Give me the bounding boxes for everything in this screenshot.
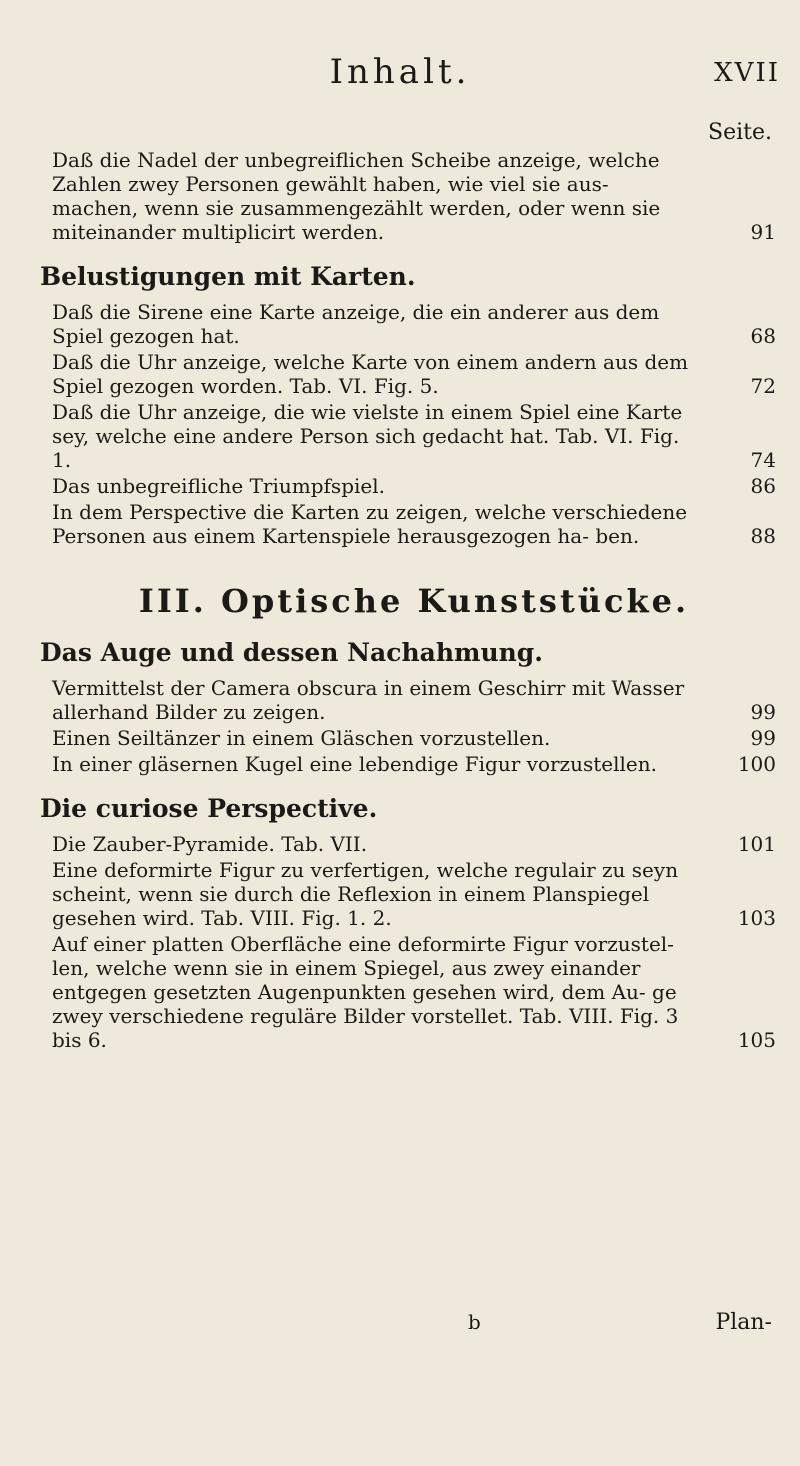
entry-page: 99: [750, 726, 776, 750]
section-heading: Die curiose Perspective.: [40, 794, 378, 823]
toc-entry: [52, 400, 776, 472]
toc-entry: [52, 858, 776, 930]
entry-text: In einer gläsernen Kugel eine lebendige Figur vorzustellen.: [52, 752, 657, 776]
running-title: Inhalt.: [329, 52, 471, 92]
toc-entry: [52, 676, 776, 724]
toc-entry: [52, 832, 776, 856]
part-heading: III. Optische Kunststücke.: [138, 582, 690, 620]
entry-text: Eine deformirte Figur zu verfertigen, welche regulair zu seyn scheint, wenn sie durch die Reflexion in einem Planspiegel gesehen wird. Tab. VIII. Fig. 1. 2.: [52, 858, 679, 930]
entry-text: Daß die Sirene eine Karte anzeige, die ein anderer aus dem Spiel gezogen hat.: [52, 300, 660, 348]
entry-page: 86: [750, 474, 776, 498]
entry-text: Auf einer platten Oberfläche eine deformirte Figur vorzustel- len, welche wenn sie in einem Spiegel, aus zwey einander entgegen gesetzten Augenpunkten gesehen wird, dem Au- ge zwey verschiedene reguläre Bilder vorstellet. Tab. VIII. Fig. 3 bis 6.: [52, 932, 679, 1052]
toc-content: [40, 148, 776, 1054]
section-heading: Das Auge und dessen Nachahmung.: [40, 638, 543, 667]
entry-text: Daß die Uhr anzeige, welche Karte von einem andern aus dem Spiel gezogen worden. Tab. VI. Fig. 5.: [52, 350, 689, 398]
section-heading: Belustigungen mit Karten.: [40, 262, 416, 291]
signature-mark: b: [468, 1310, 481, 1334]
entry-text: In dem Perspective die Karten zu zeigen, welche verschiedene Personen aus einem Kartenspiele herausgezogen ha- ben.: [52, 500, 688, 548]
catchword: Plan-: [715, 1310, 772, 1335]
toc-entry: [52, 752, 776, 776]
toc-entry: [52, 474, 776, 498]
entry-page: 105: [737, 1028, 776, 1052]
entry-page: 72: [750, 374, 776, 398]
entry-page: 88: [750, 524, 776, 548]
entry-page: 103: [737, 906, 776, 930]
toc-entry: [52, 500, 776, 548]
entry-page: 99: [750, 700, 776, 724]
toc-entry: [52, 350, 776, 398]
toc-entry: [52, 148, 776, 244]
entry-text: Daß die Uhr anzeige, die wie vielste in einem Spiel eine Karte sey, welche eine andere Person sich gedacht hat. Tab. VI. Fig. 1.: [52, 400, 683, 472]
toc-entry: [52, 300, 776, 348]
entry-page: 100: [737, 752, 776, 776]
entry-page: 91: [750, 220, 776, 244]
entry-text: Die Zauber-Pyramide. Tab. VII.: [52, 832, 368, 856]
page-number: XVII: [714, 58, 780, 88]
column-label: Seite.: [708, 120, 772, 145]
toc-entry: [52, 726, 776, 750]
entry-page: 74: [750, 448, 776, 472]
entry-page: 101: [737, 832, 776, 856]
entry-text: Das unbegreifliche Triumpfspiel.: [52, 474, 385, 498]
entry-page: 68: [750, 324, 776, 348]
entry-text: Einen Seiltänzer in einem Gläschen vorzustellen.: [52, 726, 551, 750]
entry-text: Vermittelst der Camera obscura in einem Geschirr mit Wasser allerhand Bilder zu zeigen.: [52, 676, 685, 724]
toc-entry: [52, 932, 776, 1052]
entry-text: Daß die Nadel der unbegreiflichen Scheibe anzeige, welche Zahlen zwey Personen gewählt haben, wie viel sie aus- machen, wenn sie zusammengezählt werden, oder wenn sie miteinander multiplicirt werden.: [52, 148, 661, 244]
